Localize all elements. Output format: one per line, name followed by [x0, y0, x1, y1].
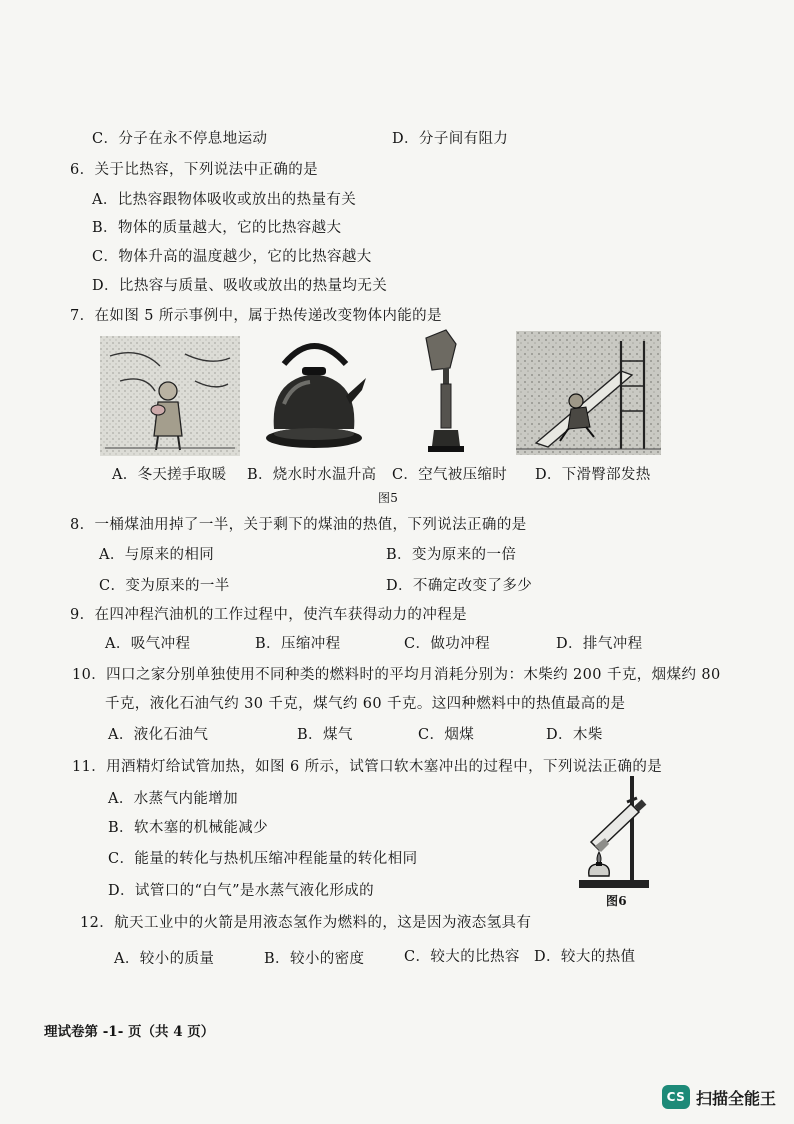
kettle-figure	[262, 334, 367, 456]
q10-option-c: C．烟煤	[418, 727, 475, 743]
q9-option-c: C．做功冲程	[404, 636, 490, 652]
test-tube-heating-figure	[575, 772, 655, 892]
q12-option-a: A．较小的质量	[114, 951, 215, 967]
q12-stem: 12．航天工业中的火箭是用液态氢作为燃料的，这是因为液态氢具有	[80, 915, 532, 931]
page-footer: 理试卷第 -1- 页（共 4 页）	[44, 1024, 215, 1040]
figure-5-caption: 图5	[378, 491, 399, 505]
q6-option-c: C．物体升高的温度越少，它的比热容越大	[92, 249, 372, 265]
q9-option-d: D．排气冲程	[556, 636, 643, 652]
figure-6-caption: 图6	[606, 894, 627, 908]
q8-stem: 8．一桶煤油用掉了一半，关于剩下的煤油的热值，下列说法正确的是	[70, 517, 527, 533]
q11-option-b: B．软木塞的机械能减少	[108, 820, 269, 836]
q8-option-c: C．变为原来的一半	[99, 578, 230, 594]
q10-stem-line1: 10．四口之家分别单独使用不同种类的燃料时的平均月消耗分别为：木柴约 200 千克，烟煤约 80	[72, 667, 721, 683]
q7-option-c: C．空气被压缩时	[392, 467, 507, 483]
q8-option-a: A．与原来的相同	[99, 547, 215, 563]
q12-option-c: C．较大的比热容	[404, 949, 520, 965]
q7-option-d: D．下滑臀部发热	[535, 467, 651, 483]
scanner-brand	[662, 1085, 776, 1109]
q10-option-d: D．木柴	[546, 727, 603, 743]
q9-option-b: B．压缩冲程	[255, 636, 341, 652]
q10-option-a: A．液化石油气	[108, 727, 209, 743]
q5-option-c: C．分子在永不停息地运动	[92, 131, 268, 147]
q9-option-a: A．吸气冲程	[105, 636, 191, 652]
q11-option-d: D．试管口的“白气”是水蒸气液化形成的	[108, 883, 375, 899]
q7-option-b: B．烧水时水温升高	[247, 467, 377, 483]
brand-name: 扫描全能王	[695, 1088, 776, 1108]
q6-option-d: D．比热容与质量、吸收或放出的热量均无关	[92, 278, 388, 294]
q6-option-b: B．物体的质量越大，它的比热容越大	[92, 220, 342, 236]
q12-option-b: B．较小的密度	[264, 951, 365, 967]
q6-stem: 6．关于比热容，下列说法中正确的是	[70, 162, 319, 178]
air-pump-figure	[420, 328, 470, 456]
q11-stem: 11．用酒精灯给试管加热，如图 6 所示，试管口软木塞冲出的过程中，下列说法正确的是	[72, 759, 663, 775]
rubbing-hands-figure	[100, 336, 240, 456]
q10-option-b: B．煤气	[297, 727, 353, 743]
q10-stem-line2: 千克，液化石油气约 30 千克，煤气约 60 千克。这四种燃料中的热值最高的是	[105, 696, 626, 712]
q6-option-a: A．比热容跟物体吸收或放出的热量有关	[92, 192, 357, 208]
slide-figure	[516, 331, 661, 455]
q8-option-d: D．不确定改变了多少	[386, 578, 533, 594]
q5-option-d: D．分子间有阻力	[392, 131, 509, 147]
q11-option-c: C．能量的转化与热机压缩冲程能量的转化相同	[108, 851, 418, 867]
q8-option-b: B．变为原来的一倍	[386, 547, 517, 563]
q7-option-a: A．冬天搓手取暖	[112, 467, 227, 483]
camscanner-logo-icon: CS	[662, 1085, 690, 1109]
q9-stem: 9．在四冲程汽油机的工作过程中，使汽车获得动力的冲程是	[70, 607, 468, 623]
q11-option-a: A．水蒸气内能增加	[108, 791, 239, 807]
q12-option-d: D．较大的热值	[534, 949, 636, 965]
q7-stem: 7．在如图 5 所示事例中，属于热传递改变物体内能的是	[70, 308, 442, 324]
